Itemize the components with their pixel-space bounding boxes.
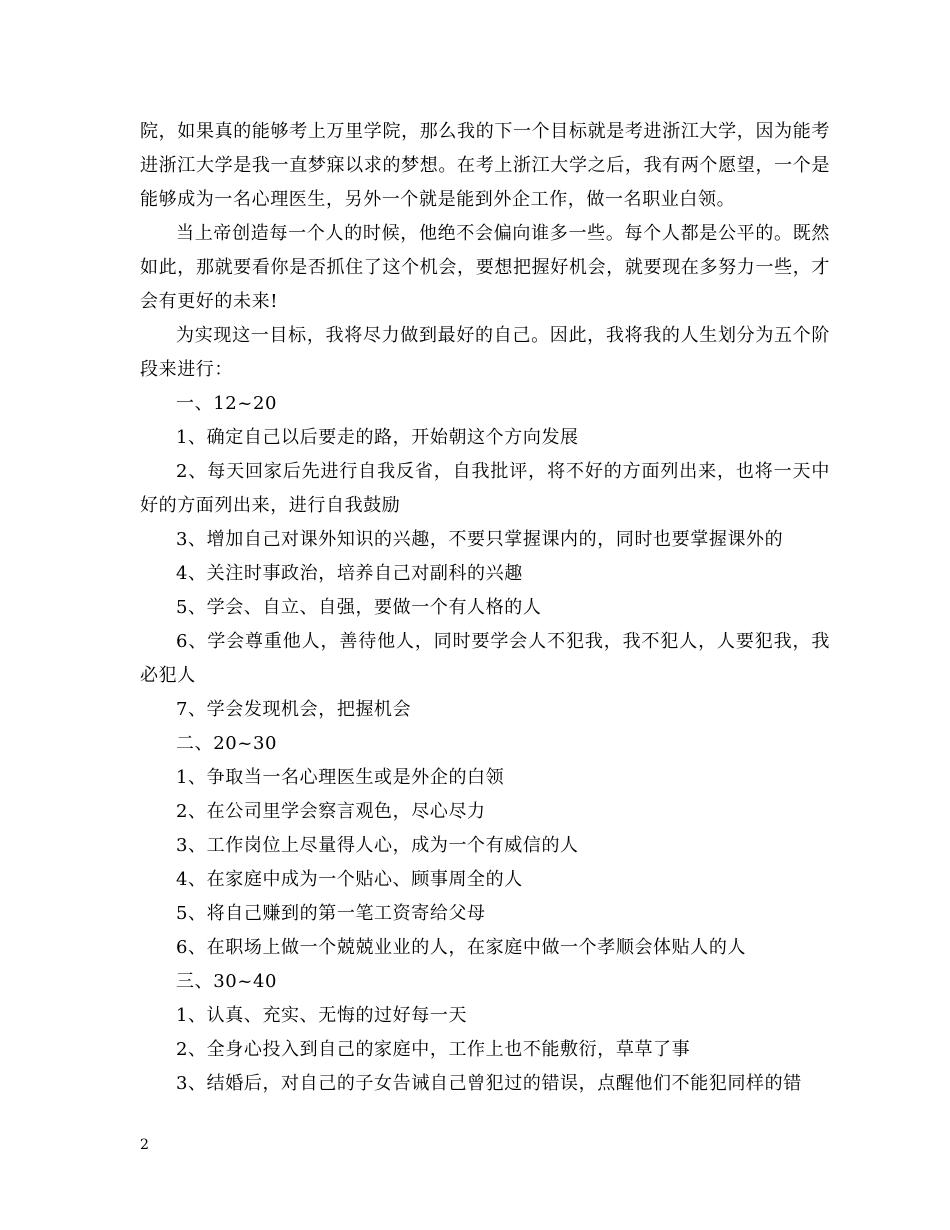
list-item: 6、学会尊重他人，善待他人，同时要学会人不犯我，我不犯人，人要犯我，我必犯人: [140, 631, 830, 686]
paragraph-five-stages-intro: 为实现这一目标，我将尽力做到最好的自己。因此，我将我的人生划分为五个阶段来进行：: [140, 325, 830, 380]
page-number: 2: [140, 1137, 149, 1153]
list-item: 6、在职场上做一个兢兢业业的人，在家庭中做一个孝顺会体贴人的人: [176, 937, 747, 958]
list-item: 3、工作岗位上尽量得人心，成为一个有威信的人: [176, 835, 579, 856]
list-item: 4、关注时事政治，培养自己对副科的兴趣: [176, 563, 523, 584]
stage-heading-3: 三、30~40: [176, 971, 278, 992]
list-item: 3、增加自己对课外知识的兴趣，不要只掌握课内的，同时也要掌握课外的: [176, 529, 784, 550]
stage-heading-1: 一、12~20: [176, 393, 278, 414]
list-item: 2、全身心投入到自己的家庭中，工作上也不能敷衍，草草了事: [176, 1039, 691, 1060]
list-item: 1、确定自己以后要走的路，开始朝这个方向发展: [176, 427, 579, 448]
list-item: 5、将自己赚到的第一笔工资寄给父母: [176, 903, 486, 924]
list-item: 1、认真、充实、无悔的过好每一天: [176, 1005, 468, 1026]
list-item: 5、学会、自立、自强，要做一个有人格的人: [176, 597, 542, 618]
list-item: 1、争取当一名心理医生或是外企的白领: [176, 767, 505, 788]
list-item: 3、结婚后，对自己的子女告诫自己曾犯过的错误，点醒他们不能犯同样的错: [176, 1073, 802, 1094]
list-item: 4、在家庭中成为一个贴心、顾事周全的人: [176, 869, 523, 890]
paragraph-continuation: 院，如果真的能够考上万里学院，那么我的下一个目标就是考进浙江大学，因为能考进浙江大学是我一直梦寐以求的梦想。在考上浙江大学之后，我有两个愿望，一个是能够成为一名心理医生，另外一个就是能到外企工作，做一名职业白领。: [140, 121, 830, 210]
document-body: [140, 115, 830, 1101]
list-item: 7、学会发现机会，把握机会: [176, 699, 412, 720]
list-item: 2、在公司里学会察言观色，尽心尽力: [176, 801, 486, 822]
list-item: 2、每天回家后先进行自我反省，自我批评，将不好的方面列出来，也将一天中好的方面列出来，进行自我鼓励: [140, 461, 830, 516]
paragraph-fairness: 当上帝创造每一个人的时候，他绝不会偏向谁多一些。每个人都是公平的。既然如此，那就要看你是否抓住了这个机会，要想把握好机会，就要现在多努力一些，才会有更好的未来!: [140, 223, 830, 312]
stage-heading-2: 二、20~30: [176, 733, 278, 754]
